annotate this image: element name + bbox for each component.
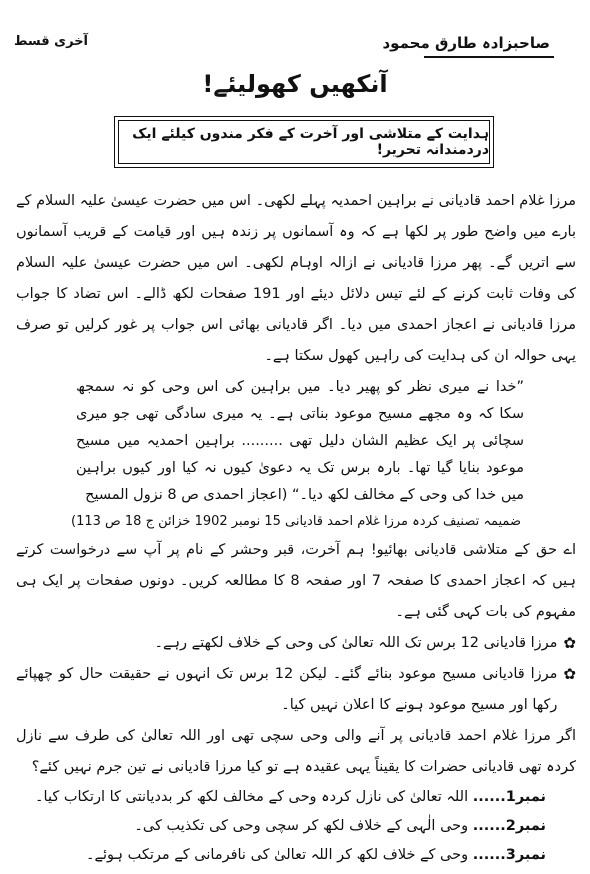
flower-bullet-icon: ✿ [563,665,576,683]
article-title: آنکھیں کھولیئے! [202,70,388,98]
numbered-list [16,783,576,870]
numbered-label: نمبر2...... [472,818,546,834]
quote-citation: ضمیمہ تصنیف کردہ مرزا غلام احمد قادیانی 15 نومبر 1902 خزائن ج 18 ص 113) [71,514,521,529]
numbered-text: وحی کے خلاف لکھ کر اللہ تعالیٰ کی نافرمانی کے مرتکب ہوئے۔ [85,847,469,863]
author-underline [424,56,554,58]
bullet-text: مرزا قادیانی 12 برس تک اللہ تعالیٰ کی وحی کے خلاف لکھتے رہے۔ [154,635,558,651]
bullet-text: مرزا قادیانی مسیح موعود بنائے گئے۔ لیکن 12 برس تک انہوں نے حقیقت حال کو چھپائے رکھا اور مسیح موعود ہونے کا اعلان نہیں کیا۔ [16,666,558,713]
numbered-item [16,841,546,870]
numbered-label: نمبر1...... [472,789,546,805]
bullet-item [16,628,576,659]
appeal-paragraph: اے حق کے متلاشی قادیانی بھائیو! ہم آخرت، قبر وحشر کے نام پر آپ سے درخواست کرتے ہیں کہ اعجاز احمدی کا صفحہ 7 اور صفحہ 8 کا مطالعہ کریں۔ دونوں صفحات پر ایک ہی مفہوم کی بات کہی گئی ہے۔ [16,542,576,620]
article-body [16,186,576,870]
author-name: صاحبزادہ طارق محمود [382,34,550,52]
numbered-item [16,783,546,812]
numbered-item [16,812,546,841]
episode-label: آخری قسط [14,34,89,49]
flower-bullet-icon: ✿ [563,634,576,652]
question-paragraph: اگر مرزا غلام احمد قادیانی پر آنے والی وحی سچی تھی اور اللہ تعالیٰ کی طرف سے نازل کردہ تھی قادیانی حضرات کا یقیناً یہی عقیدہ ہے تو کیا مرزا قادیانی نے تین جرم نہیں کئے؟ [16,728,576,775]
numbered-text: وحی الٰہی کے خلاف لکھ کر سچی وحی کی تکذیب کی۔ [134,818,469,834]
numbered-label: نمبر3...... [472,847,546,863]
subtitle-box [118,120,490,164]
intro-paragraph: مرزا غلام احمد قادیانی نے براہین احمدیہ پہلے لکھی۔ اس میں حضرت عیسیٰ علیہ السلام کے بارے میں واضح طور پر لکھا ہے کہ وہ آسمانوں پر زندہ ہیں اور قیامت کے قریب آسمانوں سے اتریں گے۔ پھر مرزا قادیانی نے ازالہ اوہام لکھی۔ اس میں حضرت عیسیٰ علیہ السلام کی وفات ثابت کرنے کے لئے تیس دلائل دیئے اور 191 صفحات لکھ ڈالے۔ اس تضاد کا جواب مرزا قادیانی نے اعجاز احمدی میں دیا۔ اگر قادیانی بھائی اس جواب پر غور کرلیں تو صرف یہی حوالہ ان کی ہدایت کی راہیں کھول سکتا ہے۔ [16,193,576,364]
quote-block: ”خدا نے میری نظر کو پھیر دیا۔ میں براہین کی اس وحی کو نہ سمجھ سکا کہ وہ مجھے مسیح موعود بناتی ہے۔ یہ میری سادگی تھی جو میری سچائی پر ایک عظیم الشان دلیل تھی ......... براہین احمدیہ میں مسیح موعود بنایا گیا تھا۔ بارہ برس تک یہ دعویٰ کیوں نہ کیا اور کیوں براہین میں خدا کی وحی کے مخالف لکھ دیا۔“ (اعجاز احمدی ص 8 نزول المسیح [76,379,524,503]
bullet-item [16,659,576,721]
subtitle-text: ہدایت کے متلاشی اور آخرت کے فکر مندوں کیلئے ایک دردمندانہ تحریر! [132,126,489,158]
numbered-text: اللہ تعالیٰ کی نازل کردہ وحی کے مخالف لکھ کر بددیانتی کا ارتکاب کیا۔ [35,789,469,805]
